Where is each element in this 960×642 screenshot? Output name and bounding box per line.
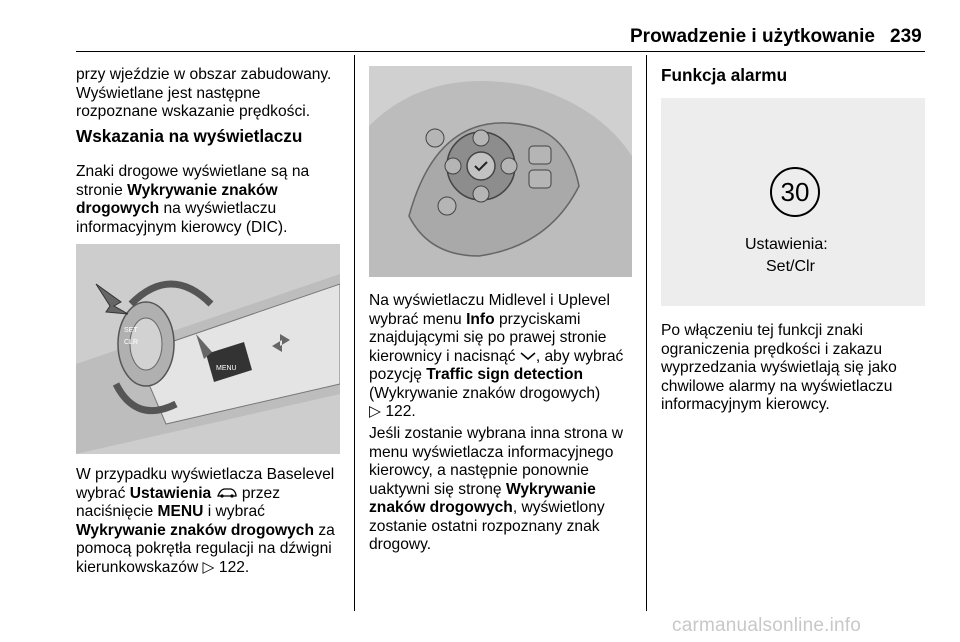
column-2-para2 (369, 425, 641, 555)
text-line: Po włączeniu tej funkcji znaki (661, 322, 863, 339)
set-label: SET (124, 327, 138, 334)
intro-line: Wyświetlane jest następne (76, 84, 261, 102)
intro-line: rozpoznane wskazanie prędkości. (76, 103, 311, 120)
text-line: pozycję Traffic sign detection (369, 366, 584, 383)
intro-line: przy wjeździe w obszar zabudowany. (76, 66, 332, 83)
steering-controls-illustration (369, 66, 632, 277)
column-1-para1 (76, 163, 348, 237)
display-settings-label: Ustawienia: (745, 236, 828, 253)
text-line: stronie Wykrywanie znaków (76, 181, 278, 199)
lever-illustration (76, 244, 340, 454)
text-line: chwilowe alarmy na wyświetlaczu (661, 377, 893, 395)
steering-wheel-buttons-figure (369, 66, 632, 277)
text-line: drogowy. (369, 536, 432, 553)
section-heading: Wskazania na wyświetlaczu (76, 126, 303, 146)
text-line: drogowych na wyświetlaczu (76, 200, 277, 217)
text-line: znajdującymi się po prawej stronie (369, 329, 607, 346)
column-2-para1 (369, 292, 641, 422)
text-line: kierownicy i nacisnąć , aby wybrać (369, 347, 624, 365)
page-reference-icon: ▷ (202, 558, 215, 576)
text-line: znaków drogowych, wyświetlony (369, 499, 605, 516)
text-line: W przypadku wyświetlacza Baselevel (76, 466, 335, 483)
clr-label: CLR (124, 339, 139, 346)
text-line: informacyjnym kierowcy. (661, 396, 830, 413)
column-divider-1 (354, 55, 355, 611)
text-line: menu wyświetlacza informacyjnego (369, 443, 614, 461)
page-number: 239 (890, 26, 922, 47)
turn-signal-lever-figure (76, 244, 340, 454)
column-divider-2 (646, 55, 647, 611)
page-reference-icon: ▷ (369, 403, 381, 420)
text-line: wybrać Ustawienia przez (76, 484, 281, 502)
speed-limit-sign: 30 (770, 167, 820, 217)
column-1-para2 (76, 466, 348, 577)
section-heading: Funkcja alarmu (661, 65, 788, 85)
text-line: Na wyświetlaczu Midlevel i Uplevel (369, 292, 610, 309)
column-3-para (661, 322, 931, 415)
checkmark-chevron-icon (520, 351, 536, 361)
text-line: Jeśli zostanie wybrana inna strona w (369, 425, 623, 442)
text-line: Znaki drogowe wyświetlane są na (76, 163, 310, 180)
menu-button-label: MENU (216, 365, 237, 372)
text-line: kierunkowskazów ▷ 122. (76, 558, 250, 576)
text-line: naciśnięcie MENU i wybrać (76, 503, 265, 520)
display-set-clr-label: Set/Clr (766, 258, 815, 275)
watermark: carmanualsonline.info (672, 615, 862, 636)
text-line: kierowcy, a następnie ponownie (369, 462, 589, 479)
column-1-top (76, 66, 348, 122)
text-line: Wykrywanie znaków drogowych za (76, 521, 335, 539)
header-rule (76, 51, 925, 52)
text-line: pomocą pokrętła regulacji na dźwigni (76, 540, 332, 557)
text-line: ograniczenia prędkości i zakazu (661, 340, 883, 358)
text-line: wyprzedzania wyświetlają się jako (661, 359, 897, 376)
car-settings-icon (216, 487, 238, 499)
text-line: ▷ 122. (369, 403, 416, 420)
text-line: wybrać menu Info przyciskami (369, 310, 581, 328)
running-header: Prowadzenie i użytkowanie (630, 26, 875, 47)
text-line: (Wykrywanie znaków drogowych) (369, 384, 601, 402)
text-line: zostanie ostatni rozpoznany znak (369, 517, 600, 535)
text-line: informacyjnym kierowcy (DIC). (76, 218, 288, 236)
text-line: uaktywni się stronę Wykrywanie (369, 480, 596, 498)
